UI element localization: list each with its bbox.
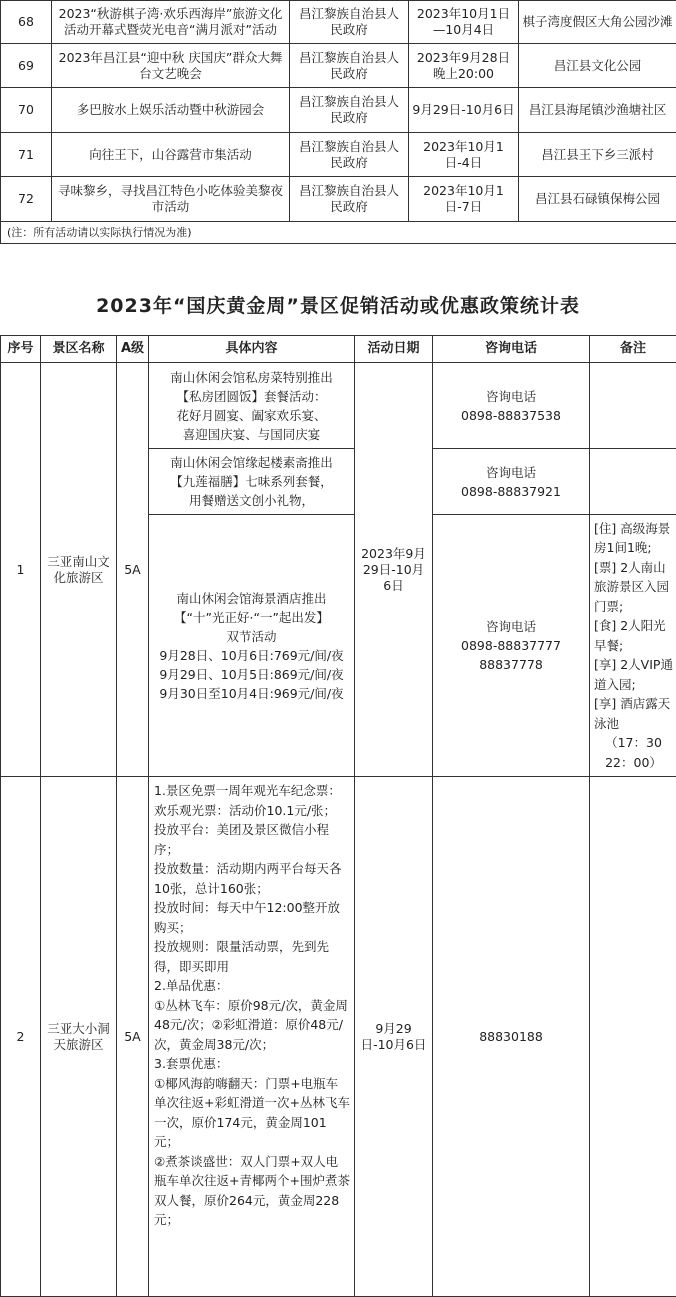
table-row [1, 88, 676, 133]
activity-place: 昌江县石碌镇保梅公园 [519, 177, 676, 222]
scenic-name: 三亚大小洞天旅游区 [41, 777, 117, 1297]
row-number: 68 [1, 1, 52, 44]
content-line: 【九莲福膳】七味系列套餐， [153, 472, 350, 491]
activity-name: 2023“秋游棋子湾·欢乐西海岸”旅游文化活动开幕式暨荧光电音“满月派对”活动 [52, 1, 290, 44]
table-row [1, 363, 676, 449]
activity-name: 2023年昌江县“迎中秋 庆国庆”群众大舞台文艺晚会 [52, 44, 290, 88]
remark-empty [590, 449, 676, 515]
table-note-row [1, 222, 676, 244]
activity-place: 昌江县文化公园 [519, 44, 676, 88]
header-level: A级 [117, 336, 149, 363]
content-line: 南山休闲会馆海景酒店推出 [153, 589, 350, 608]
table-row [1, 133, 676, 177]
header-date: 活动日期 [355, 336, 433, 363]
promotion-content [149, 515, 355, 777]
header-remark: 备注 [590, 336, 676, 363]
content-line: 投放规则：限量活动票，先到先得，即买即用 [154, 937, 350, 976]
content-line: ②煮茶谈盛世：双人门票+双人电瓶车单次往返+青椰两个+围炉煮茶双人餐，原价264元，黄金周228元； [154, 1152, 350, 1230]
scenic-level: 5A [117, 363, 149, 777]
content-line: 【私房团圆饭】套餐活动： [153, 387, 350, 406]
activity-name: 寻味黎乡，寻找昌江特色小吃体验美黎夜市活动 [52, 177, 290, 222]
organizer: 昌江黎族自治县人民政府 [290, 177, 409, 222]
content-line: 9月30日至10月4日:969元/间/夜 [153, 684, 350, 703]
promotion-content [149, 363, 355, 449]
header-no: 序号 [1, 336, 41, 363]
table-row [1, 44, 676, 88]
page-title: 2023年“国庆黄金周”景区促销活动或优惠政策统计表 [0, 291, 676, 318]
table-header-row [1, 336, 676, 363]
content-line: 3.套票优惠： [154, 1054, 350, 1074]
promotion-content [149, 777, 355, 1297]
activity-table [0, 0, 676, 244]
consult-phone: 咨询电话 0898-88837538 [433, 363, 590, 449]
remark-empty [590, 777, 676, 1297]
activity-name: 多巴胺水上娱乐活动暨中秋游园会 [52, 88, 290, 133]
content-line: 投放数量：活动期内两平台每天各10张，总计160张； [154, 859, 350, 898]
promotion-content [149, 449, 355, 515]
content-line: 投放平台：美团及景区微信小程序； [154, 820, 350, 859]
content-line: 2.单品优惠： [154, 976, 350, 996]
activity-date: 2023年10月1日—10月4日 [409, 1, 519, 44]
content-line: 【“十”光正好·“一”起出发】 [153, 608, 350, 627]
content-line: 投放时间：每天中午12:00整开放购买； [154, 898, 350, 937]
table-row [1, 177, 676, 222]
activity-date: 2023年9月29日-10月6日 [355, 363, 433, 777]
activity-date: 9月29日-10月6日 [409, 88, 519, 133]
header-phone: 咨询电话 [433, 336, 590, 363]
content-line: 1.景区免票一周年观光车纪念票：欢乐观光票：活动价10.1元/张； [154, 781, 350, 820]
activity-date: 2023年10月1日-4日 [409, 133, 519, 177]
table-note: (注：所有活动请以实际执行情况为准) [1, 222, 676, 244]
content-line: 9月28日、10月6日:769元/间/夜 [153, 646, 350, 665]
scenic-name: 三亚南山文化旅游区 [41, 363, 117, 777]
content-line: 喜迎国庆宴、与国同庆宴 [153, 425, 350, 444]
organizer: 昌江黎族自治县人民政府 [290, 44, 409, 88]
header-name: 景区名称 [41, 336, 117, 363]
row-number: 72 [1, 177, 52, 222]
table-row [1, 777, 676, 1297]
row-number: 2 [1, 777, 41, 1297]
content-line: 9月29日、10月5日:869元/间/夜 [153, 665, 350, 684]
organizer: 昌江黎族自治县人民政府 [290, 133, 409, 177]
content-line: 花好月圆宴、阖家欢乐宴、 [153, 406, 350, 425]
consult-phone: 咨询电话 0898-88837777 88837778 [433, 515, 590, 777]
content-line: 用餐赠送文创小礼物， [153, 491, 350, 510]
content-line: 双节活动 [153, 627, 350, 646]
activity-place: 昌江县王下乡三派村 [519, 133, 676, 177]
activity-date: 2023年10月1日-7日 [409, 177, 519, 222]
activity-date: 2023年9月28日晚上20:00 [409, 44, 519, 88]
content-line: 南山休闲会馆私房菜特别推出 [153, 368, 350, 387]
promotion-table [0, 335, 676, 1297]
activity-place: 棋子湾度假区大角公园沙滩 [519, 1, 676, 44]
activity-date: 9月29日-10月6日 [355, 777, 433, 1297]
row-number: 71 [1, 133, 52, 177]
activity-place: 昌江县海尾镇沙渔塘社区 [519, 88, 676, 133]
consult-phone: 咨询电话 0898-88837921 [433, 449, 590, 515]
content-line: ①丛林飞车：原价98元/次，黄金周48元/次；②彩虹滑道：原价48元/次，黄金周38元/次； [154, 996, 350, 1055]
scenic-level: 5A [117, 777, 149, 1297]
header-content: 具体内容 [149, 336, 355, 363]
content-line: 南山休闲会馆缘起楼素斋推出 [153, 453, 350, 472]
row-number: 70 [1, 88, 52, 133]
row-number: 69 [1, 44, 52, 88]
organizer: 昌江黎族自治县人民政府 [290, 88, 409, 133]
consult-phone: 88830188 [433, 777, 590, 1297]
activity-name: 向往王下，山谷露营市集活动 [52, 133, 290, 177]
remark-empty [590, 363, 676, 449]
row-number: 1 [1, 363, 41, 777]
organizer: 昌江黎族自治县人民政府 [290, 1, 409, 44]
table-row [1, 1, 676, 44]
remark: [住] 高级海景房1间1晚; [票] 2人南山旅游景区入园门票; [食] 2人阳光早餐; [享] 2人VIP通道入园; [享] 酒店露天泳池 （17：30 22：00） [590, 515, 676, 777]
content-line: ①椰风海韵嗨翻天：门票+电瓶车单次往返+彩虹滑道一次+丛林飞车一次，原价174元，黄金周101元； [154, 1074, 350, 1152]
